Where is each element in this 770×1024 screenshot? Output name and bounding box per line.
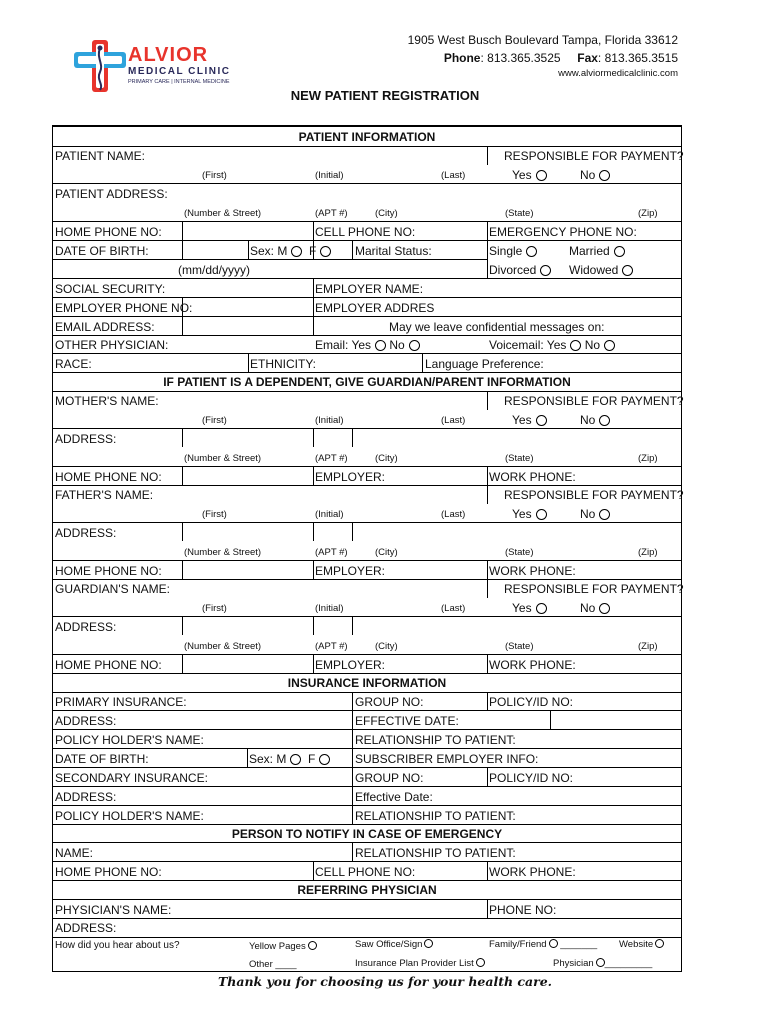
guardian-responsible-label: RESPONSIBLE FOR PAYMENT? — [504, 582, 684, 596]
state-hint: (State) — [505, 453, 534, 464]
language-label: Language Preference: — [425, 357, 544, 371]
effective-date-label: EFFECTIVE DATE: — [355, 714, 459, 728]
responsible-payment-label: RESPONSIBLE FOR PAYMENT? — [504, 149, 684, 163]
radio-icon[interactable] — [596, 958, 605, 967]
marital-widowed[interactable]: Widowed — [569, 263, 633, 277]
city-hint: (City) — [375, 641, 398, 652]
ssn-label: SOCIAL SECURITY: — [55, 282, 166, 296]
father-work-phone-label: WORK PHONE: — [489, 564, 576, 578]
street-hint: (Number & Street) — [184, 208, 262, 219]
first-hint: (First) — [202, 415, 227, 426]
logo-subtitle: MEDICAL CLINIC — [128, 66, 231, 77]
logo-name: ALVIOR — [128, 44, 209, 66]
referral-other[interactable]: Other ____ — [249, 959, 297, 970]
initial-hint: (Initial) — [315, 509, 344, 520]
section-referring-physician: REFERRING PHYSICIAN — [297, 883, 437, 897]
footer-thank-you: Thank you for choosing us for your health care. — [217, 974, 553, 989]
radio-icon[interactable] — [319, 754, 330, 765]
first-hint: (First) — [202, 509, 227, 520]
street-hint: (Number & Street) — [184, 453, 262, 464]
zip-hint: (Zip) — [638, 208, 658, 219]
mother-responsible-yes[interactable]: Yes — [512, 413, 547, 427]
last-hint: (Last) — [441, 603, 466, 614]
emergency-name-label: NAME: — [55, 846, 94, 860]
zip-hint: (Zip) — [638, 453, 658, 464]
state-hint: (State) — [505, 547, 534, 558]
referral-family-friend[interactable]: Family/Friend _______ — [489, 939, 598, 950]
email-consent[interactable]: Email: Yes No — [315, 338, 420, 352]
secondary-effective-date-label: Effective Date: — [355, 790, 433, 804]
emergency-relationship-label: RELATIONSHIP TO PATIENT: — [355, 846, 516, 860]
patient-responsible-no[interactable]: No — [580, 168, 610, 182]
emergency-home-phone-label: HOME PHONE NO: — [55, 865, 162, 879]
initial-hint: (Initial) — [315, 170, 344, 181]
secondary-address-label: ADDRESS: — [55, 790, 117, 804]
secondary-group-no-label: GROUP NO: — [355, 771, 424, 785]
father-home-phone-label: HOME PHONE NO: — [55, 564, 162, 578]
father-employer-label: EMPLOYER: — [315, 564, 386, 578]
radio-icon[interactable] — [320, 246, 331, 257]
email-label: EMAIL ADDRESS: — [55, 320, 155, 334]
emergency-work-phone-label: WORK PHONE: — [489, 865, 576, 879]
city-hint: (City) — [375, 453, 398, 464]
fax-number: : 813.365.3515 — [597, 51, 678, 65]
mother-work-phone-label: WORK PHONE: — [489, 470, 576, 484]
radio-icon[interactable] — [424, 939, 433, 948]
cell-phone-label: CELL PHONE NO: — [315, 225, 416, 239]
first-hint: (First) — [202, 170, 227, 181]
dob-label: DATE OF BIRTH: — [55, 244, 149, 258]
employer-address-label: EMPLOYER ADDRES — [315, 301, 435, 315]
secondary-policy-id-label: POLICY/ID NO: — [489, 771, 574, 785]
radio-icon[interactable] — [604, 340, 615, 351]
radio-icon[interactable] — [375, 340, 386, 351]
fax-label: Fax — [577, 51, 598, 65]
guardian-employer-label: EMPLOYER: — [315, 658, 386, 672]
clinic-logo — [70, 38, 240, 94]
apt-hint: (APT #) — [315, 208, 348, 219]
radio-icon[interactable] — [290, 754, 301, 765]
secondary-policy-holder-label: POLICY HOLDER'S NAME: — [55, 809, 204, 823]
emergency-phone-label: EMERGENCY PHONE NO: — [489, 225, 637, 239]
sex-field[interactable]: Sex: M F — [250, 244, 331, 258]
guardian-name-label: GUARDIAN'S NAME: — [55, 582, 170, 596]
radio-icon[interactable] — [570, 340, 581, 351]
marital-status-label: Marital Status: — [355, 244, 432, 258]
referral-physician[interactable]: Physician _________ — [553, 958, 653, 969]
father-responsible-yes[interactable]: Yes — [512, 507, 547, 521]
marital-single[interactable]: Single — [489, 244, 537, 258]
radio-icon[interactable] — [599, 509, 610, 520]
zip-hint: (Zip) — [638, 547, 658, 558]
radio-icon[interactable] — [409, 340, 420, 351]
initial-hint: (Initial) — [315, 415, 344, 426]
state-hint: (State) — [505, 208, 534, 219]
clinic-website[interactable]: www.alviormedicalclinic.com — [558, 68, 678, 79]
relationship-label: RELATIONSHIP TO PATIENT: — [355, 733, 516, 747]
physician-phone-label: PHONE NO: — [489, 903, 557, 917]
subscriber-employer-label: SUBSCRIBER EMPLOYER INFO: — [355, 752, 539, 766]
confidential-messages-label: May we leave confidential messages on: — [389, 320, 605, 334]
section-insurance-information: INSURANCE INFORMATION — [287, 676, 447, 690]
guardian-responsible-yes[interactable]: Yes — [512, 601, 547, 615]
employer-phone-label: EMPLOYER PHONE NO: — [55, 301, 193, 315]
policy-holder-label: POLICY HOLDER'S NAME: — [55, 733, 204, 747]
insured-sex-field[interactable]: Sex: M F — [249, 752, 330, 766]
mother-address-label: ADDRESS: — [55, 432, 117, 446]
employer-name-label: EMPLOYER NAME: — [315, 282, 424, 296]
policy-id-label: POLICY/ID NO: — [489, 695, 574, 709]
radio-icon[interactable] — [536, 415, 547, 426]
father-name-label: FATHER'S NAME: — [55, 488, 154, 502]
registration-form — [52, 125, 682, 972]
referral-website[interactable]: Website — [619, 939, 664, 951]
radio-icon[interactable] — [622, 265, 633, 276]
section-guardian-information: IF PATIENT IS A DEPENDENT, GIVE GUARDIAN/PARENT INFORMATION — [163, 375, 571, 389]
father-responsible-label: RESPONSIBLE FOR PAYMENT? — [504, 488, 684, 502]
physician-name-label: PHYSICIAN'S NAME: — [55, 903, 172, 917]
mother-employer-label: EMPLOYER: — [315, 470, 386, 484]
apt-hint: (APT #) — [315, 547, 348, 558]
phone-label: Phone — [443, 51, 481, 65]
clinic-address-block — [372, 31, 678, 81]
city-hint: (City) — [375, 208, 398, 219]
voicemail-consent[interactable]: Voicemail: Yes No — [489, 338, 615, 352]
radio-icon[interactable] — [291, 246, 302, 257]
race-label: RACE: — [55, 357, 92, 371]
radio-icon[interactable] — [549, 939, 558, 948]
radio-icon[interactable] — [536, 603, 547, 614]
insurance-address-label: ADDRESS: — [55, 714, 117, 728]
marital-married[interactable]: Married — [569, 244, 625, 258]
physician-address-label: ADDRESS: — [55, 921, 117, 935]
guardian-address-label: ADDRESS: — [55, 620, 117, 634]
phone-number: : 813.365.3525 — [480, 51, 561, 65]
referral-source-label: How did you hear about us? — [55, 940, 180, 951]
mother-responsible-no[interactable]: No — [580, 413, 610, 427]
apt-hint: (APT #) — [315, 453, 348, 464]
insured-dob-label: DATE OF BIRTH: — [55, 752, 149, 766]
radio-icon[interactable] — [540, 265, 551, 276]
radio-icon[interactable] — [526, 246, 537, 257]
radio-icon[interactable] — [599, 603, 610, 614]
street-hint: (Number & Street) — [184, 641, 262, 652]
referral-yellow-pages[interactable]: Yellow Pages — [249, 941, 317, 953]
mother-name-label: MOTHER'S NAME: — [55, 394, 159, 408]
other-physician-label: OTHER PHYSICIAN: — [55, 338, 169, 352]
zip-hint: (Zip) — [638, 641, 658, 652]
section-emergency-contact: PERSON TO NOTIFY IN CASE OF EMERGENCY — [231, 827, 503, 841]
radio-icon[interactable] — [655, 939, 664, 948]
first-hint: (First) — [202, 603, 227, 614]
radio-icon[interactable] — [599, 170, 610, 181]
radio-icon[interactable] — [614, 246, 625, 257]
marital-divorced[interactable]: Divorced — [489, 263, 551, 277]
clinic-address: 1905 West Busch Boulevard Tampa, Florida 33612 — [407, 33, 678, 47]
referral-insurance-list[interactable]: Insurance Plan Provider List — [355, 958, 485, 970]
dob-format-hint: (mm/dd/yyyy) — [178, 263, 250, 277]
clinic-contacts — [372, 49, 678, 67]
emergency-cell-phone-label: CELL PHONE NO: — [315, 865, 416, 879]
mother-responsible-label: RESPONSIBLE FOR PAYMENT? — [504, 394, 684, 408]
state-hint: (State) — [505, 641, 534, 652]
guardian-responsible-no[interactable]: No — [580, 601, 610, 615]
document-title: NEW PATIENT REGISTRATION — [290, 88, 480, 103]
medical-cross-logo-icon — [70, 38, 130, 94]
guardian-work-phone-label: WORK PHONE: — [489, 658, 576, 672]
guardian-home-phone-label: HOME PHONE NO: — [55, 658, 162, 672]
home-phone-label: HOME PHONE NO: — [55, 225, 162, 239]
patient-address-label: PATIENT ADDRESS: — [55, 187, 168, 201]
apt-hint: (APT #) — [315, 641, 348, 652]
ethnicity-label: ETHNICITY: — [250, 357, 317, 371]
radio-icon[interactable] — [308, 941, 317, 950]
patient-responsible-yes[interactable]: Yes — [512, 168, 547, 182]
primary-insurance-label: PRIMARY INSURANCE: — [55, 695, 187, 709]
radio-icon[interactable] — [536, 509, 547, 520]
patient-name-label: PATIENT NAME: — [55, 149, 146, 163]
logo-tagline: PRIMARY CARE | INTERNAL MEDICINE — [128, 79, 230, 85]
last-hint: (Last) — [441, 415, 466, 426]
referral-saw-office[interactable]: Saw Office/Sign — [355, 939, 433, 951]
father-responsible-no[interactable]: No — [580, 507, 610, 521]
last-hint: (Last) — [441, 170, 466, 181]
initial-hint: (Initial) — [315, 603, 344, 614]
secondary-relationship-label: RELATIONSHIP TO PATIENT: — [355, 809, 516, 823]
radio-icon[interactable] — [536, 170, 547, 181]
city-hint: (City) — [375, 547, 398, 558]
radio-icon[interactable] — [599, 415, 610, 426]
mother-home-phone-label: HOME PHONE NO: — [55, 470, 162, 484]
radio-icon[interactable] — [476, 958, 485, 967]
section-patient-information: PATIENT INFORMATION — [298, 130, 436, 144]
father-address-label: ADDRESS: — [55, 526, 117, 540]
group-no-label: GROUP NO: — [355, 695, 424, 709]
secondary-insurance-label: SECONDARY INSURANCE: — [55, 771, 208, 785]
last-hint: (Last) — [441, 509, 466, 520]
street-hint: (Number & Street) — [184, 547, 262, 558]
